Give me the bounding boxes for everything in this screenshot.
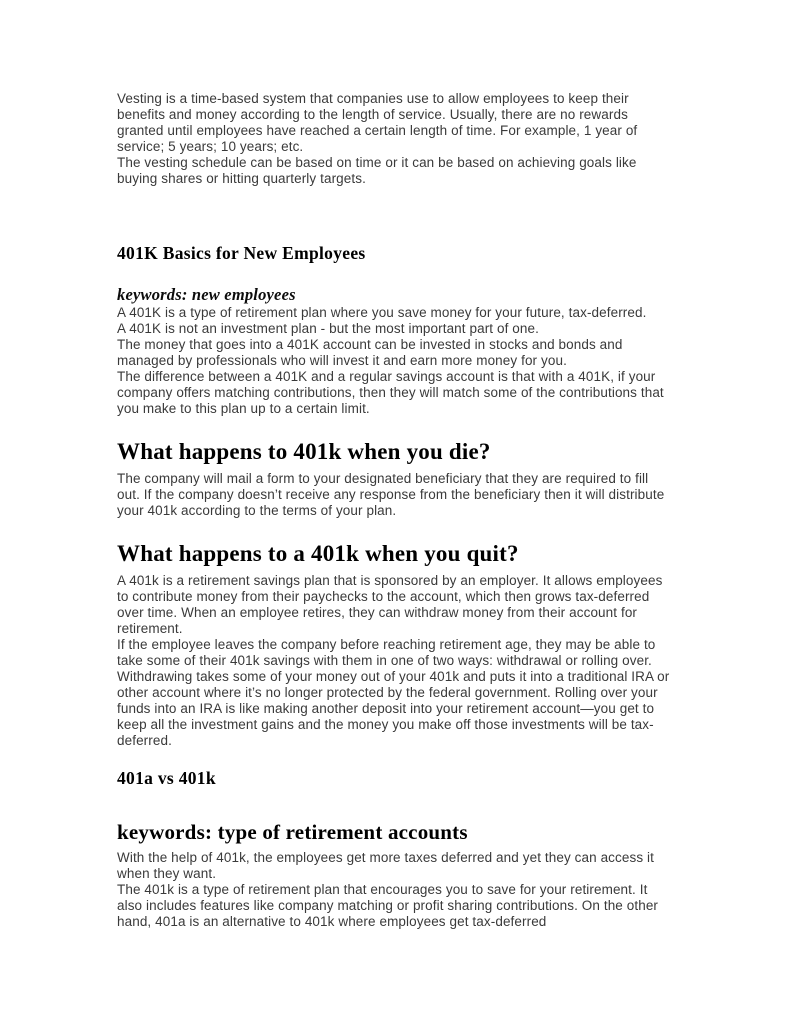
quit-paragraph-2: If the employee leaves the company before reaching retirement age, they may be able to take some of their 401k savings with them in one of two ways: withdrawal or rolling over. Withdrawing takes some of your money out of your 401k and puts it into a traditional IRA or other account where it’s no longer protected by the federal government. Rolling over your funds into an IRA is like making another deposit into your retirement account—you get to keep all the investment gains and the money you make off those investments will be tax-deferred.: [117, 637, 670, 748]
heading-401k-basics: 401K Basics for New Employees: [117, 243, 366, 263]
section-401k-basics: [117, 243, 672, 417]
compare-paragraph-2: The 401k is a type of retirement plan that encourages you to save for your retirement. It also includes features like company matching or profit sharing contributions. On the other hand, 401a is an alternative to 401k where employees get tax-deferred: [117, 882, 659, 929]
compare-paragraph-1: With the help of 401k, the employees get more taxes deferred and yet they can access it when they want.: [117, 850, 654, 881]
quit-paragraph-1: A 401k is a retirement savings plan that is sponsored by an employer. It allows employees to contribute money from their paychecks to the account, which then grows tax-deferred over time. When an employee retires, they can withdraw money from their account for retirement.: [117, 573, 663, 636]
basics-paragraph-1: A 401K is a type of retirement plan where you save money for your future, tax-deferred.: [117, 305, 647, 320]
heading-401k-die: What happens to 401k when you die?: [117, 439, 491, 464]
section-vesting: [117, 91, 672, 187]
die-paragraph-1: The company will mail a form to your designated beneficiary that they are required to fill out. If the company doesn’t receive any response from the beneficiary then it will distribute your 401k according to the terms of your plan.: [117, 471, 665, 518]
die-paragraphs: [117, 471, 672, 519]
basics-paragraph-2: A 401K is not an investment plan - but the most important part of one.: [117, 321, 539, 336]
compare-paragraphs: [117, 850, 672, 930]
basics-paragraphs: [117, 305, 672, 417]
heading-keywords-retirement-accounts: keywords: type of retirement accounts: [117, 820, 468, 844]
heading-401k-quit: What happens to a 401k when you quit?: [117, 541, 519, 566]
basics-paragraph-3: The money that goes into a 401K account can be invested in stocks and bonds and managed by professionals who will invest it and earn more money for you.: [117, 337, 623, 368]
vesting-paragraph-2: The vesting schedule can be based on time or it can be based on achieving goals like buying shares or hitting quarterly targets.: [117, 155, 637, 186]
section-401k-die: [117, 438, 672, 519]
basics-paragraph-4: The difference between a 401K and a regular savings account is that with a 401K, if your company offers matching contributions, then they will match some of the contributions that you make to this plan up to a certain limit.: [117, 369, 664, 416]
keywords-new-employees: keywords: new employees: [117, 285, 296, 304]
quit-paragraphs: [117, 573, 672, 749]
section-401k-quit: [117, 540, 672, 749]
section-401a-vs-401k: [117, 768, 672, 930]
heading-401a-vs-401k: 401a vs 401k: [117, 768, 216, 788]
vesting-paragraph-1: Vesting is a time-based system that companies use to allow employees to keep their benefits and money according to the length of service. Usually, there are no rewards granted until employees have reached a certain length of time. For example, 1 year of service; 5 years; 10 years; etc.: [117, 91, 638, 154]
